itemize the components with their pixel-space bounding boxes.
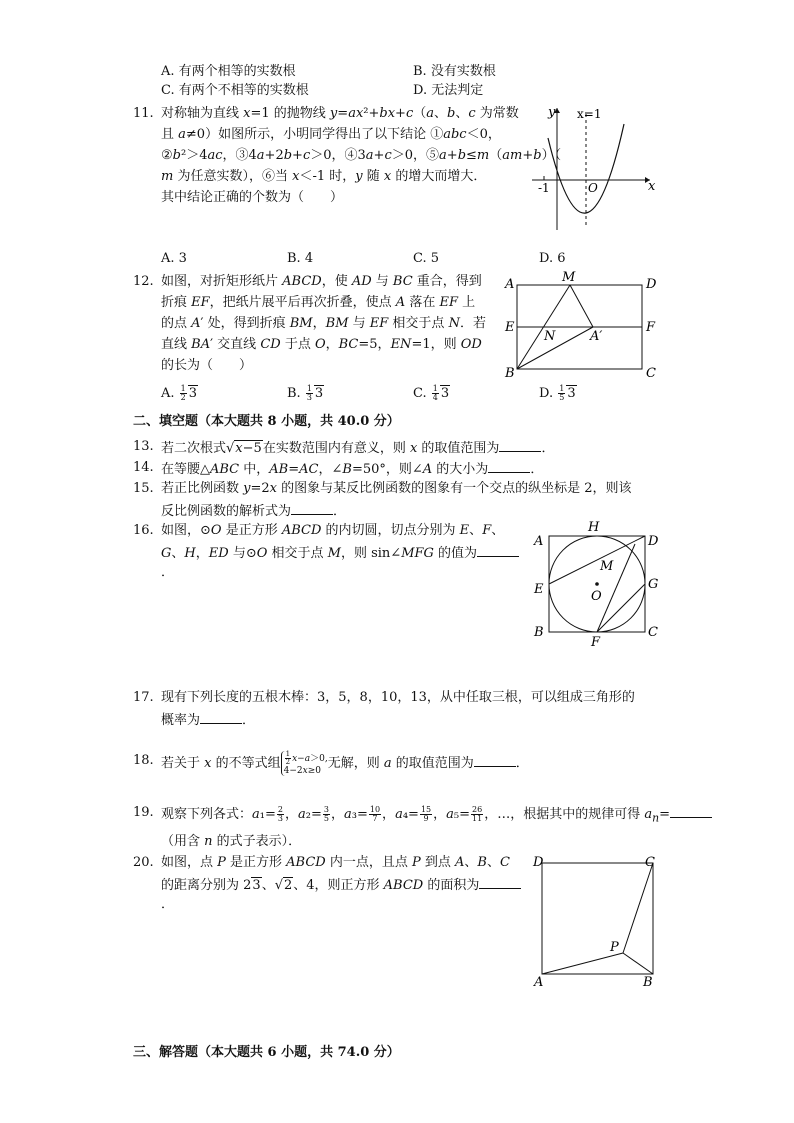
q20-line-3: ．	[161, 897, 175, 912]
q12-option-d: D. $\frac{1}{5}$ 3	[539, 384, 576, 402]
q11-number: 11.	[133, 106, 154, 121]
q16-label-c: C	[648, 625, 658, 640]
q20-label-a: A	[534, 975, 544, 990]
q20-line-2: 的距离分别为 23、√2、4，则正方形 ABCD 的面积为	[161, 874, 521, 895]
q16-label-e: E	[534, 582, 544, 597]
q12-rectangle-figure	[500, 268, 670, 383]
q16-line-2: G、H，ED 与⊙O 相交于点 M，则 sin∠MFG 的值为	[161, 542, 519, 563]
q12-line-3: 的点 A′ 处，得到折痕 BM，BM 与 EF 相交于点 N．若	[161, 316, 486, 331]
q12-label-f: F	[646, 320, 656, 335]
q16-label-g: G	[648, 577, 659, 592]
q16-label-a: A	[534, 534, 544, 549]
q11-line-3: ②b²＞4ac，③4a+2b+c＞0，④3a+c＞0，⑤a+b≤m（am+b）（	[161, 148, 562, 163]
q15-line-2: 反比例函数的解析式为 ．	[161, 500, 346, 521]
q13-text: 若二次根式√x−5在实数范围内有意义，则 x 的取值范围为 ．	[161, 437, 554, 458]
q10-option-a: A. 有两个相等的实数根	[161, 64, 296, 79]
q15-line-1: 若正比例函数 y=2x 的图象与某反比例函数的图象有一个交点的纵坐标是 2，则该	[161, 481, 632, 496]
q11-tick-neg1: -1	[538, 181, 550, 195]
q11-parabola-figure	[522, 100, 662, 235]
q19-number: 19.	[133, 805, 154, 820]
q11-line-2: 且 a≠0）如图所示，小明同学得出了以下结论 ①abc＜0，	[161, 127, 501, 142]
q11-option-b: B. 4	[287, 251, 314, 266]
q12-option-b: B. $\frac{1}{3}$ 3	[287, 384, 324, 402]
q16-incircle-figure	[528, 516, 668, 651]
q17-line-2: 概率为 ．	[161, 709, 255, 730]
q12-line-2: 折痕 EF，把纸片展平后再次折叠，使点 A 落在 EF 上	[161, 295, 476, 310]
q20-label-c: C	[645, 855, 655, 870]
q17-number: 17.	[133, 690, 154, 705]
q11-x-label: x	[648, 179, 656, 194]
q12-line-5: 的长为（ ）	[161, 358, 253, 373]
q20-line-1: 如图，点 P 是正方形 ABCD 内一点，且点 P 到点 A、B、C	[161, 855, 510, 870]
q14-number: 14.	[133, 460, 154, 475]
q10-option-c: C. 有两个不相等的实数根	[161, 83, 309, 98]
q18-number: 18.	[133, 753, 154, 768]
q20-label-p: P	[610, 940, 619, 955]
q16-label-m: M	[600, 559, 614, 574]
section-3-title: 三、解答题（本大题共 6 小题，共 74.0 分）	[133, 1045, 400, 1060]
q12-number: 12.	[133, 274, 154, 289]
q11-line-1: 对称轴为直线 x=1 的抛物线 y=ax²+bx+c（a、b、c 为常数	[161, 106, 519, 121]
q18-text: 若关于 x 的不等式组 $\frac{1}{2}$ x−a＞0, 4−2x≥0 无解，则 a 的取值范围为 ．	[161, 750, 529, 776]
q12-label-d: D	[646, 277, 657, 292]
q12-option-c: C. $\frac{1}{4}$ 3	[413, 384, 450, 402]
q14-text: 在等腰△ABC 中，AB=AC，∠B=50°，则∠A 的大小为 ．	[161, 458, 543, 479]
q16-label-o: O	[591, 589, 602, 604]
q19-line-1: 观察下列各式：a₁= $\frac{2}{3}$ ，a₂= $\frac{3}{5}$ ，a₃= $\frac{10}{7}$ ，a₄= $\frac{15}{9}$ ，a₅= $\frac{26}{11}$ ，…，根据其中的规律可得 $a_n=$	[161, 803, 712, 828]
q10-option-b: B. 没有实数根	[413, 64, 496, 79]
q11-origin-label: O	[588, 181, 598, 195]
q11-option-c: C. 5	[413, 251, 440, 266]
q12-label-e: E	[505, 320, 515, 335]
q16-number: 16.	[133, 523, 154, 538]
q11-option-d: D. 6	[539, 251, 566, 266]
q12-label-a-prime: A′	[590, 329, 603, 344]
q11-axis-line-label: x=1	[577, 107, 602, 121]
q16-label-b: B	[534, 625, 544, 640]
q17-line-1: 现有下列长度的五根木棒：3，5，8，10，13，从中任取三根，可以组成三角形的	[161, 690, 635, 705]
q16-label-d: D	[648, 534, 659, 549]
q15-number: 15.	[133, 481, 154, 496]
q12-label-m: M	[562, 270, 576, 285]
q17-line-2-text: 概率为	[161, 713, 201, 728]
q12-label-c: C	[646, 366, 656, 381]
q12-label-a: A	[505, 277, 515, 292]
q16-label-f: F	[591, 635, 601, 650]
q12-label-n: N	[544, 329, 556, 344]
q11-line-4: m 为任意实数），⑥当 x＜-1 时，y 随 x 的增大而增大．	[161, 169, 487, 184]
q13-number: 13.	[133, 439, 154, 454]
q11-y-label: y	[548, 105, 556, 120]
q16-label-h: H	[588, 520, 600, 535]
q16-line-1: 如图，⊙O 是正方形 ABCD 的内切圆，切点分别为 E、F、	[161, 523, 505, 538]
q16-line-3: ．	[161, 565, 175, 580]
q20-label-b: B	[643, 975, 653, 990]
q12-line-1: 如图，对折矩形纸片 ABCD，使 AD 与 BC 重合，得到	[161, 274, 482, 289]
q11-line-5: 其中结论正确的个数为（ ）	[161, 190, 344, 205]
q20-label-d: D	[533, 855, 544, 870]
q10-option-d: D. 无法判定	[413, 83, 484, 98]
q19-line-2: （用含 n 的式子表示）．	[161, 834, 302, 849]
q20-square-figure	[528, 850, 668, 990]
q20-number: 20.	[133, 855, 154, 870]
section-2-title: 二、填空题（本大题共 8 小题，共 40.0 分）	[133, 414, 400, 429]
q12-option-a: A. $\frac{1}{2}$ 3	[161, 384, 198, 402]
q11-option-a: A. 3	[161, 251, 187, 266]
q12-line-4: 直线 BA′ 交直线 CD 于点 O，BC=5，EN=1，则 OD	[161, 337, 482, 352]
q12-label-b: B	[505, 366, 515, 381]
